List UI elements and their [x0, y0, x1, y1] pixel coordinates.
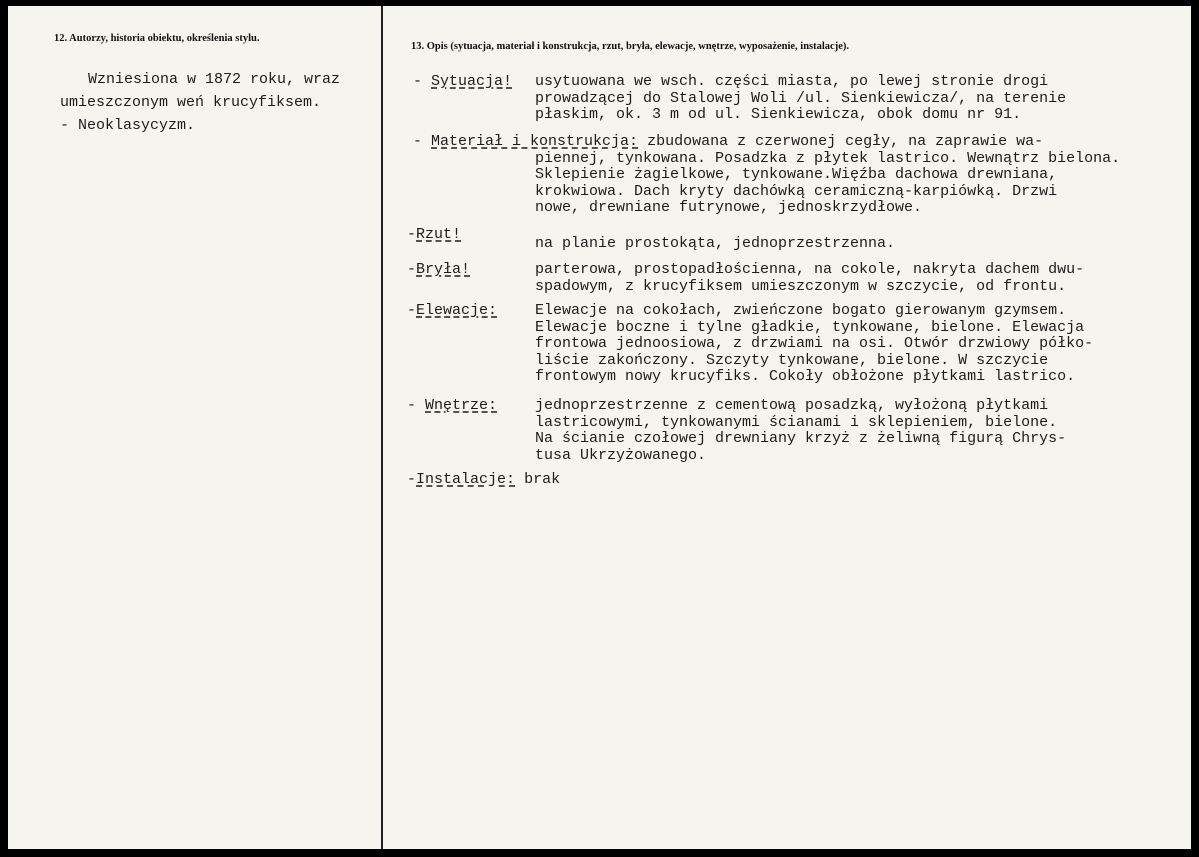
material-text	[535, 151, 1120, 217]
label-elewacje: -Elewacje:	[407, 302, 498, 319]
bryla-text	[535, 262, 1084, 295]
text-line: liście zakończony. Szczyty tynkowane, bielone. W szczycie	[535, 351, 1049, 369]
style-line: - Neoklasycyzm.	[60, 117, 196, 134]
material-first-line: zbudowana z czerwonej cegły, na zaprawie wa-	[647, 133, 1044, 150]
text-line: Na ścianie czołowej drewniany krzyż z żeliwną figurą Chrys-	[535, 430, 1067, 447]
elewacje-text	[535, 303, 1093, 386]
wnetrze-label: Wnętrze:	[425, 397, 498, 414]
text-line: spadowym, z krucyfiksem umieszczonym w szczycie, od frontu.	[535, 277, 1067, 295]
section-12-header: 12. Autorzy, historia obiektu, określenia stylu.	[54, 33, 260, 44]
elewacje-label: Elewacje:	[416, 302, 498, 319]
text-line: Elewacje boczne i tylne gładkie, tynkowane, bielone. Elewacja	[535, 318, 1085, 336]
text-line: parterowa, prostopadłościenna, na cokole, nakryta dachem dwu-	[535, 261, 1085, 278]
text-line: piennej, tynkowana. Posadzka z płytek lastrico. Wewnątrz bielona.	[535, 149, 1121, 167]
label-instalacje: -Instalacje: brak	[407, 471, 561, 488]
sytuacja-label: Sytuacja!	[431, 73, 513, 90]
bryla-label: Bryła!	[416, 261, 471, 278]
column-divider	[381, 6, 383, 849]
label-wnetrze: - Wnętrze:	[407, 397, 498, 414]
section-12-body	[60, 68, 378, 137]
text-line: Sklepienie żagielkowe, tynkowane.Więźba dachowa drewniana,	[535, 166, 1058, 183]
label-sytuacja: - Sytuacja!	[413, 73, 513, 90]
text-line: frontowa jednoosiowa, z drzwiami na osi. Otwór drzwiowy półko-	[535, 335, 1094, 352]
text-line: nowe, drewniane futrynowe, jednoskrzydłowe.	[535, 199, 923, 216]
history-line: umieszczonym weń krucyfiksem.	[60, 94, 322, 111]
label-rzut: -Rzut!	[407, 226, 462, 243]
instalacje-label: Instalacje:	[416, 471, 516, 488]
rzut-text	[535, 236, 895, 253]
text-line: Elewacje na cokołach, zwieńczone bogato gierowanym gzymsem.	[535, 302, 1067, 319]
history-line: Wzniesiona w 1872 roku, wraz	[88, 71, 341, 88]
instalacje-value: brak	[524, 471, 561, 488]
text-line: płaskim, ok. 3 m od ul. Sienkiewicza, obok domu nr 91.	[535, 106, 1022, 123]
text-line: jednoprzestrzenne z cementową posadzką, wyłożoną płytkami	[535, 397, 1049, 414]
label-material: - Materiał i konstrukcja: zbudowana z czerwonej cegły, na zaprawie wa-	[413, 133, 1044, 150]
label-bryla: -Bryła!	[407, 261, 471, 278]
section-13-header: 13. Opis (sytuacja, materiał i konstrukcja, rzut, bryła, elewacje, wnętrze, wyposażenie, instalacje).	[411, 41, 850, 52]
text-line: lastricowymi, tynkowanymi ścianami i sklepieniem, bielone.	[535, 413, 1058, 431]
text-line: tusa Ukrzyżowanego.	[535, 446, 707, 464]
sytuacja-text	[535, 74, 1066, 124]
material-label: Materiał i konstrukcja:	[431, 133, 639, 150]
rzut-label: Rzut!	[416, 226, 462, 243]
wnetrze-text	[535, 398, 1066, 464]
text-line: prowadzącej do Stalowej Woli /ul. Sienkiewicza/, na terenie	[535, 89, 1067, 107]
text-line: frontowym nowy krucyfiks. Cokoły obłożone płytkami lastrico.	[535, 368, 1076, 385]
text-line: usytuowana we wsch. części miasta, po lewej stronie drogi	[535, 73, 1049, 90]
text-line: krokwiowa. Dach kryty dachówką ceramiczną-karpiówką. Drzwi	[535, 182, 1058, 200]
document-sheet	[8, 6, 1191, 849]
text-line: na planie prostokąta, jednoprzestrzenna.	[535, 235, 896, 252]
